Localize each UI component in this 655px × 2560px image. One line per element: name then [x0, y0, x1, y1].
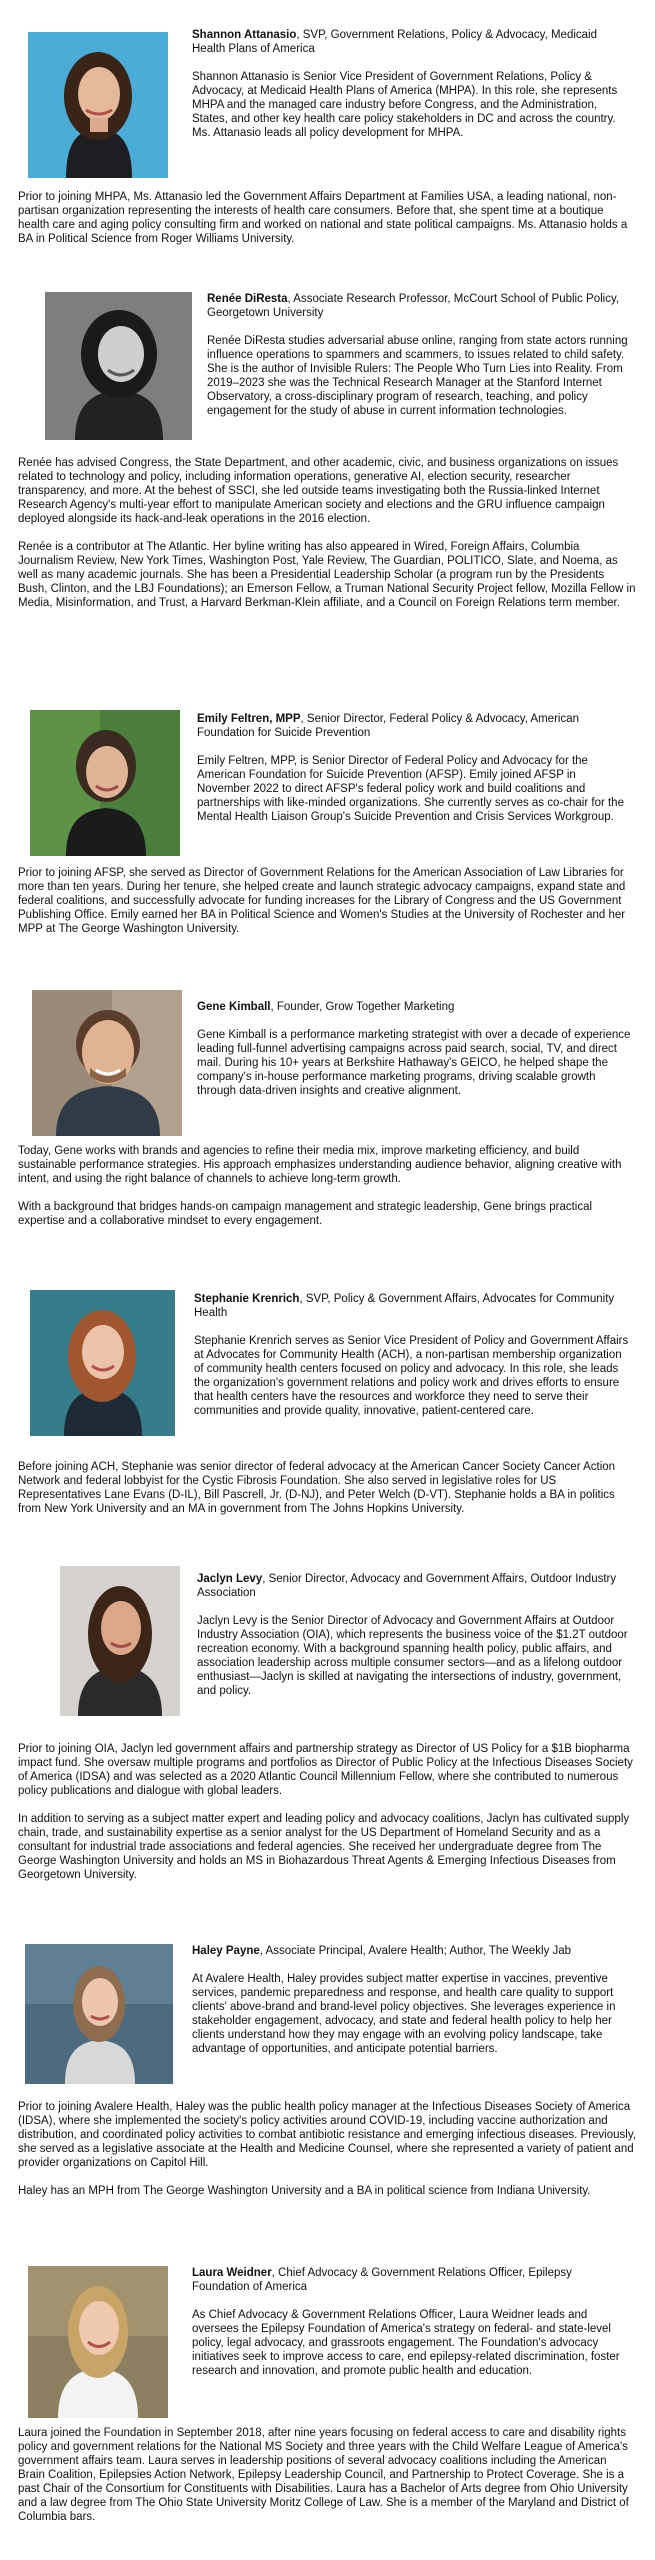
headshot-photo: [30, 1290, 175, 1436]
bio-paragraph: At Avalere Health, Haley provides subject matter expertise in vaccines, preventive services, pandemic preparedness and response, and health care quality to support clients' above-brand and brand-level policy objectives. She leverages experience in stakeholder engagement, advocacy, and state and federal health policy to help her clients understand how they may engage with an evolving policy landscape, take advantage of opportunities, and anticipate potential barriers.: [192, 1973, 616, 2055]
bio-paragraph: Emily Feltren, MPP, is Senior Director of Federal Policy and Advocacy for the American Foundation for Suicide Prevention (AFSP). Emily joined AFSP in November 2022 to direct AFSP's federal policy work and build coalitions and partnerships with like-minded organizations. She currently serves as co-chair for the Mental Health Liaison Group's Suicide Prevention and Crisis Services Workgroup.: [197, 755, 624, 823]
bio-heading: [192, 28, 632, 56]
bio-paragraph: Prior to joining Avalere Health, Haley was the public health policy manager at the Infectious Diseases Society of America (IDSA), where she implemented the society's policy activities around COVID-19, including vaccine authorization and distribution, and coordinated policy activities to combat antibiotic resistance and emerging infectious diseases. Previously, she served as a legislative associate at the Health and Medicine Counsel, where she represented a variety of patient and provider organizations on Capitol Hill.: [18, 2101, 636, 2169]
person-title: , Associate Principal, Avalere Health; Author, The Weekly Jab: [259, 1945, 572, 1957]
person-name: Shannon Attanasio: [192, 29, 297, 41]
bio-paragraph: Laura joined the Foundation in September 2018, after nine years focusing on federal access to care and disability rights policy and government relations for the National MS Society and three years with the Child Welfare League of America's government affairs team. Laura serves in leadership positions of several advocacy coalitions including the American Brain Coalition, Epilepsies Action Network, Epilepsy Leadership Council, and Partnership to Protect Coverage. She is a past Chair of the Consortium for Constituents with Disabilities. Laura has a Bachelor of Arts degree from Ohio University and a law degree from The Ohio State University Moritz College of Law. She is a member of the Maryland and District of Columbia bars.: [18, 2427, 629, 2523]
person-name: Renée DiResta: [207, 293, 288, 305]
bio-heading: [192, 2266, 632, 2294]
person-name: Gene Kimball: [197, 1001, 271, 1013]
bio-heading: [197, 712, 632, 740]
bio-paragraph: As Chief Advocacy & Government Relations Officer, Laura Weidner leads and oversees the Epilepsy Foundation of America's strategy on federal- and state-level policy, legal advocacy, and grassroots engagement. The Foundation's advocacy initiatives seek to improve access to care, end epilepsy-related discrimination, foster research and innovation, and promote public health and education.: [192, 2309, 620, 2377]
person-title: , SVP, Government Relations, Policy & Advocacy, Medicaid Health Plans of America: [192, 29, 597, 55]
bio-paragraph: Renée DiResta studies adversarial abuse online, ranging from state actors running influence operations to spammers and scammers, to issues related to child safety. She is the author of Invisible Rulers: The People Who Turn Lies into Reality. From 2019–2023 she was the Technical Research Manager at the Stanford Internet Observatory, a cross-disciplinary program of research, teaching, and policy engagement for the study of abuse in current information technologies.: [207, 335, 628, 417]
person-name: Laura Weidner: [192, 2267, 272, 2279]
bio-paragraph: Prior to joining OIA, Jaclyn led government affairs and partnership strategy as Director of US Policy for a $1B biopharma impact fund. She oversaw multiple programs and portfolios as Director of Public Policy at the Infectious Diseases Society of America (IDSA) and was selected as a 2020 Atlantic Council Millennium Fellow, where she contributed to numerous policy publications and dialogue with global leaders.: [18, 1743, 633, 1797]
bio-paragraph: Shannon Attanasio is Senior Vice President of Government Relations, Policy & Advocacy, at Medicaid Health Plans of America (MHPA). In this role, she represents MHPA and the managed care industry before Congress, and the Administration, States, and other key health care policy stakeholders in DC and across the country. Ms. Attanasio leads all policy development for MHPA.: [192, 71, 618, 139]
person-title: , SVP, Policy & Government Affairs, Advocates for Community Health: [194, 1293, 615, 1319]
person-name: Stephanie Krenrich: [194, 1293, 300, 1305]
person-title: , Chief Advocacy & Government Relations Officer, Epilepsy Foundation of America: [192, 2267, 572, 2293]
person-title: , Founder, Grow Together Marketing: [270, 1001, 455, 1013]
bio-heading: [197, 1000, 632, 1014]
bio-paragraph: Stephanie Krenrich serves as Senior Vice President of Policy and Government Affairs at Advocates for Community Health (ACH), a non-partisan membership organization of community health centers focused on policy and advocacy. In this role, she leads the organization's government relations and policy work and drives efforts to ensure that health centers have the resources and workforce they need to serve their communities and provide quality, innovative, patient-centered care.: [194, 1335, 629, 1417]
bio-paragraph: Prior to joining MHPA, Ms. Attanasio led the Government Affairs Department at Families USA, a leading national, non-partisan organization representing the interests of health care consumers. Before that, she spent time at a boutique health care and aging policy consulting firm and worked on national and state political campaigns. Ms. Attanasio holds a BA in Political Science from Roger Williams University.: [18, 191, 628, 245]
headshot-photo: [45, 292, 192, 440]
bio-paragraph: Renée has advised Congress, the State Department, and other academic, civic, and business organizations on issues related to technology and policy, including information operations, generative AI, election security, researcher transparency, and more. At the behest of SSCI, she led outside teams investigating both the Russia-linked Internet Research Agency's multi-year effort to manipulate American society and elections and the GRU influence campaign deployed alongside its hack-and-leak operations in the 2016 election.: [18, 457, 619, 525]
bio-paragraph: In addition to serving as a subject matter expert and leading policy and advocacy coalitions, Jaclyn has cultivated supply chain, trade, and sustainability expertise as a senior analyst for the US Department of Homeland Security and as a consultant for industrial trade associations and federal agencies. She received her undergraduate degree from The George Washington University and holds an MS in Biohazardous Threat Agents & Emerging Infectious Diseases from Georgetown University.: [18, 1813, 630, 1881]
bio-paragraph: Before joining ACH, Stephanie was senior director of federal advocacy at the American Cancer Society Cancer Action Network and federal lobbyist for the Cystic Fibrosis Foundation. She also served in legislative roles for US Representatives Lane Evans (D-IL), Bill Pascrell, Jr. (D-NJ), and Peter Welch (D-VT). Stephanie holds a BA in politics from New York University and an MA in government from The Johns Hopkins University.: [18, 1461, 616, 1515]
headshot-photo: [32, 990, 182, 1136]
headshot-photo: [28, 2266, 168, 2418]
bio-paragraph: Today, Gene works with brands and agencies to refine their media mix, improve marketing efficiency, and build sustainable performance strategies. His approach emphasizes understanding audience behavior, aligning creative with intent, and using the right balance of channels to achieve long-term growth.: [18, 1145, 622, 1185]
headshot-photo: [25, 1944, 173, 2084]
bio-paragraph: Haley has an MPH from The George Washington University and a BA in political science from Indiana University.: [18, 2185, 591, 2197]
bio-heading: [192, 1944, 632, 1958]
headshot-photo: [28, 32, 168, 178]
bio-heading: [197, 1572, 632, 1600]
bio-paragraph: Renée is a contributor at The Atlantic. Her byline writing has also appeared in Wired, Foreign Affairs, Columbia Journalism Review, New York Times, Washington Post, Yale Review, The Guardian, POLITICO, Slate, and Noema, as well as many academic journals. She has been a Presidential Leadership Scholar (a program run by the Presidents Bush, Clinton, and the LBJ Foundations); an Emerson Fellow, a Truman National Security Project fellow, Mozilla Fellow in Media, Misinformation, and Trust, a Harvard Berkman-Klein affiliate, and a Council on Foreign Relations term member.: [18, 541, 636, 609]
person-name: Haley Payne: [192, 1945, 260, 1957]
bio-paragraph: With a background that bridges hands-on campaign management and strategic leadership, Gene brings practical expertise and a collaborative mindset to every engagement.: [18, 1201, 593, 1227]
headshot-photo: [60, 1566, 180, 1716]
bio-heading: [207, 292, 632, 320]
person-title: , Senior Director, Advocacy and Government Affairs, Outdoor Industry Association: [197, 1573, 617, 1599]
bio-heading: [194, 1292, 632, 1320]
headshot-photo: [30, 710, 180, 856]
person-name: Jaclyn Levy: [197, 1573, 263, 1585]
bio-paragraph: Jaclyn Levy is the Senior Director of Advocacy and Government Affairs at Outdoor Industry Association (OIA), which represents the business voice of the $1.2T outdoor recreation economy. With a background spanning health policy, public affairs, and association leadership across multiple consumer sectors—and as a lifelong outdoor enthusiast—Jaclyn is skilled at navigating the intersections of industry, government, and policy.: [197, 1615, 628, 1697]
person-name: Emily Feltren, MPP: [197, 713, 301, 725]
bio-paragraph: Prior to joining AFSP, she served as Director of Government Relations for the American Association of Law Libraries for more than ten years. During her tenure, she helped create and launch strategic advocacy campaigns, expand state and federal coalitions, and successfully advocate for funding increases for the Library of Congress and the US Government Publishing Office. Emily earned her BA in Political Science and Women's Studies at the University of Rochester and her MPP at The George Washington University.: [18, 867, 626, 935]
person-title: , Senior Director, Federal Policy & Advocacy, American Foundation for Suicide Prevention: [197, 713, 579, 739]
person-title: , Associate Research Professor, McCourt School of Public Policy, Georgetown University: [207, 293, 620, 319]
bio-paragraph: Gene Kimball is a performance marketing strategist with over a decade of experience leading full-funnel advertising campaigns across paid search, social, TV, and direct mail. During his 10+ years at Berkshire Hathaway's GEICO, he helped shape the company's in-house performance marketing programs, driving scalable growth through data-driven insights and creative alignment.: [197, 1029, 631, 1097]
